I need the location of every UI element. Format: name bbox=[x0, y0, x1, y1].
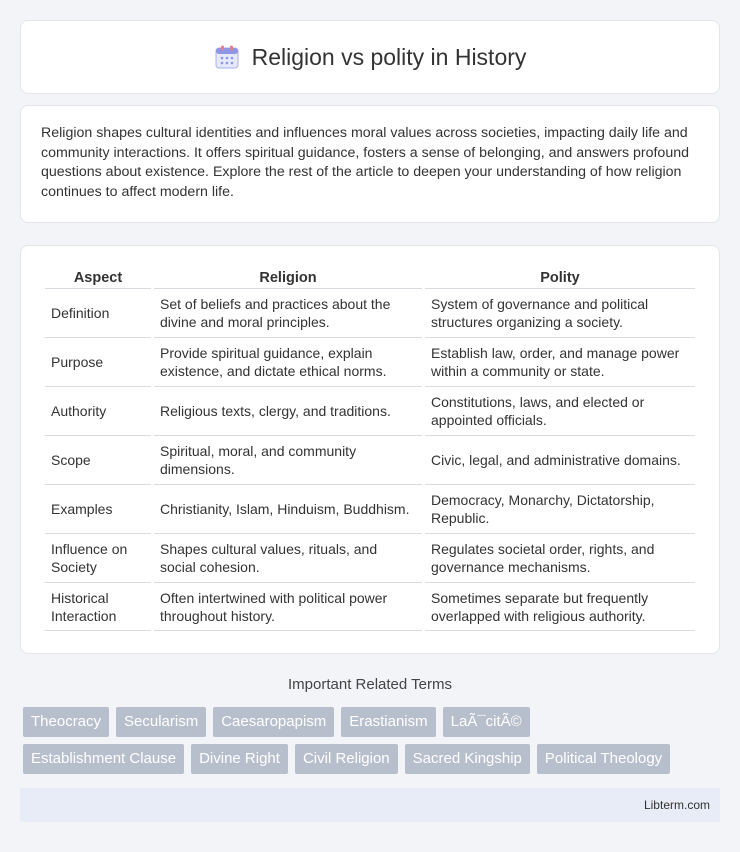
term-tag-secularism[interactable]: Secularism bbox=[116, 707, 206, 737]
polity-cell: Constitutions, laws, and elected or appointed officials. bbox=[425, 386, 695, 435]
aspect-cell: Scope bbox=[45, 435, 151, 484]
term-tag-sacred-kingship[interactable]: Sacred Kingship bbox=[405, 744, 530, 774]
related-terms bbox=[23, 707, 723, 781]
polity-cell: Establish law, order, and manage power within a community or state. bbox=[425, 337, 695, 386]
intro-card bbox=[20, 105, 720, 223]
aspect-cell: Historical Interaction bbox=[45, 582, 151, 631]
table-row bbox=[45, 386, 695, 435]
term-tag-laicite[interactable]: LaÃ¯citÃ© bbox=[443, 707, 530, 737]
footer-brand-link[interactable]: Libterm.com bbox=[643, 798, 710, 812]
table-row bbox=[45, 288, 695, 337]
aspect-cell: Definition bbox=[45, 288, 151, 337]
aspect-cell: Purpose bbox=[45, 337, 151, 386]
religion-cell: Religious texts, clergy, and traditions. bbox=[154, 386, 422, 435]
table-row bbox=[45, 533, 695, 582]
term-tag-civil-religion[interactable]: Civil Religion bbox=[295, 744, 398, 774]
term-tag-erastianism[interactable]: Erastianism bbox=[341, 707, 435, 737]
religion-cell: Christianity, Islam, Hinduism, Buddhism. bbox=[154, 484, 422, 533]
page-title: Religion vs polity in History bbox=[251, 43, 527, 70]
polity-cell: Democracy, Monarchy, Dictatorship, Republic. bbox=[425, 484, 695, 533]
aspect-cell: Examples bbox=[45, 484, 151, 533]
table-row bbox=[45, 337, 695, 386]
aspect-cell: Influence on Society bbox=[45, 533, 151, 582]
term-tag-establishment-clause[interactable]: Establishment Clause bbox=[23, 744, 184, 774]
polity-cell: Civic, legal, and administrative domains. bbox=[425, 435, 695, 484]
religion-cell: Set of beliefs and practices about the divine and moral principles. bbox=[154, 288, 422, 337]
term-tag-divine-right[interactable]: Divine Right bbox=[191, 744, 288, 774]
header-aspect: Aspect bbox=[73, 270, 123, 286]
term-tag-caesaropapism[interactable]: Caesaropapism bbox=[213, 707, 334, 737]
table-row bbox=[45, 582, 695, 631]
header-polity: Polity bbox=[540, 270, 580, 286]
comparison-table bbox=[42, 266, 698, 631]
intro-text: Religion shapes cultural identities and influences moral values across societies, impacting daily life and community interactions. It offers spiritual guidance, fosters a sense of belonging, and answers profound questions about existence. Explore the rest of the article to deepen your understanding of how religion continues to affect modern life. bbox=[41, 125, 689, 200]
religion-cell: Provide spiritual guidance, explain existence, and dictate ethical norms. bbox=[154, 337, 422, 386]
related-terms-row bbox=[23, 707, 723, 737]
polity-cell: System of governance and political structures organizing a society. bbox=[425, 288, 695, 337]
polity-cell: Regulates societal order, rights, and governance mechanisms. bbox=[425, 533, 695, 582]
table-row bbox=[45, 484, 695, 533]
related-terms-title: Important Related Terms bbox=[288, 676, 452, 693]
comparison-table-card bbox=[20, 245, 720, 654]
table-row bbox=[45, 435, 695, 484]
polity-cell: Sometimes separate but frequently overlapped with religious authority. bbox=[425, 582, 695, 631]
religion-cell: Often intertwined with political power throughout history. bbox=[154, 582, 422, 631]
footer bbox=[20, 788, 720, 822]
religion-cell: Spiritual, moral, and community dimensions. bbox=[154, 435, 422, 484]
table-header-row bbox=[45, 266, 695, 288]
religion-cell: Shapes cultural values, rituals, and social cohesion. bbox=[154, 533, 422, 582]
term-tag-political-theology[interactable]: Political Theology bbox=[537, 744, 670, 774]
title-card bbox=[20, 20, 720, 94]
aspect-cell: Authority bbox=[45, 386, 151, 435]
calendar-icon bbox=[214, 44, 240, 70]
header-religion: Religion bbox=[259, 270, 317, 286]
term-tag-theocracy[interactable]: Theocracy bbox=[23, 707, 109, 737]
related-terms-row bbox=[23, 744, 723, 774]
